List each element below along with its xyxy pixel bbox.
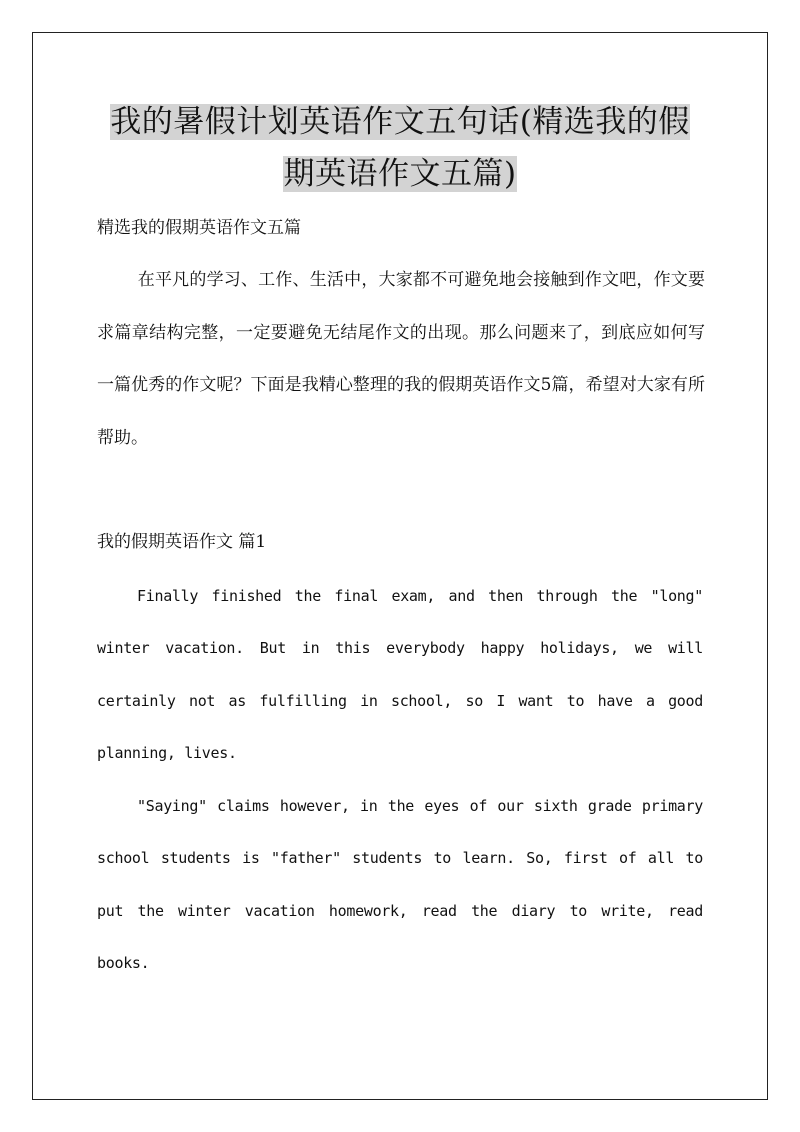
document-subtitle: 精选我的假期英语作文五篇 <box>97 218 301 238</box>
document-title <box>96 96 704 200</box>
essay-paragraph-2: "Saying" claims however, in the eyes of our sixth grade primary school students is "father" students to learn. So, first of all to put the winter vacation homework, read the diary to write, read books. <box>97 797 703 972</box>
section-heading: 我的假期英语作文 篇1 <box>97 532 267 552</box>
essay-paragraph-1: Finally finished the final exam, and then through the "long" winter vacation. But in this everybody happy holidays, we will certainly not as fulfilling in school, so I want to have a good planning, lives. <box>97 587 703 762</box>
intro-paragraph: 在平凡的学习、工作、生活中，大家都不可避免地会接触到作文吧，作文要求篇章结构完整，一定要避免无结尾作文的出现。那么问题来了，到底应如何写一篇优秀的作文呢？下面是我精心整理的我的假期英语作文5篇，希望对大家有所帮助。 <box>97 270 705 448</box>
document-title-text: 我的暑假计划英语作文五句话(精选我的假期英语作文五篇) <box>110 104 690 192</box>
